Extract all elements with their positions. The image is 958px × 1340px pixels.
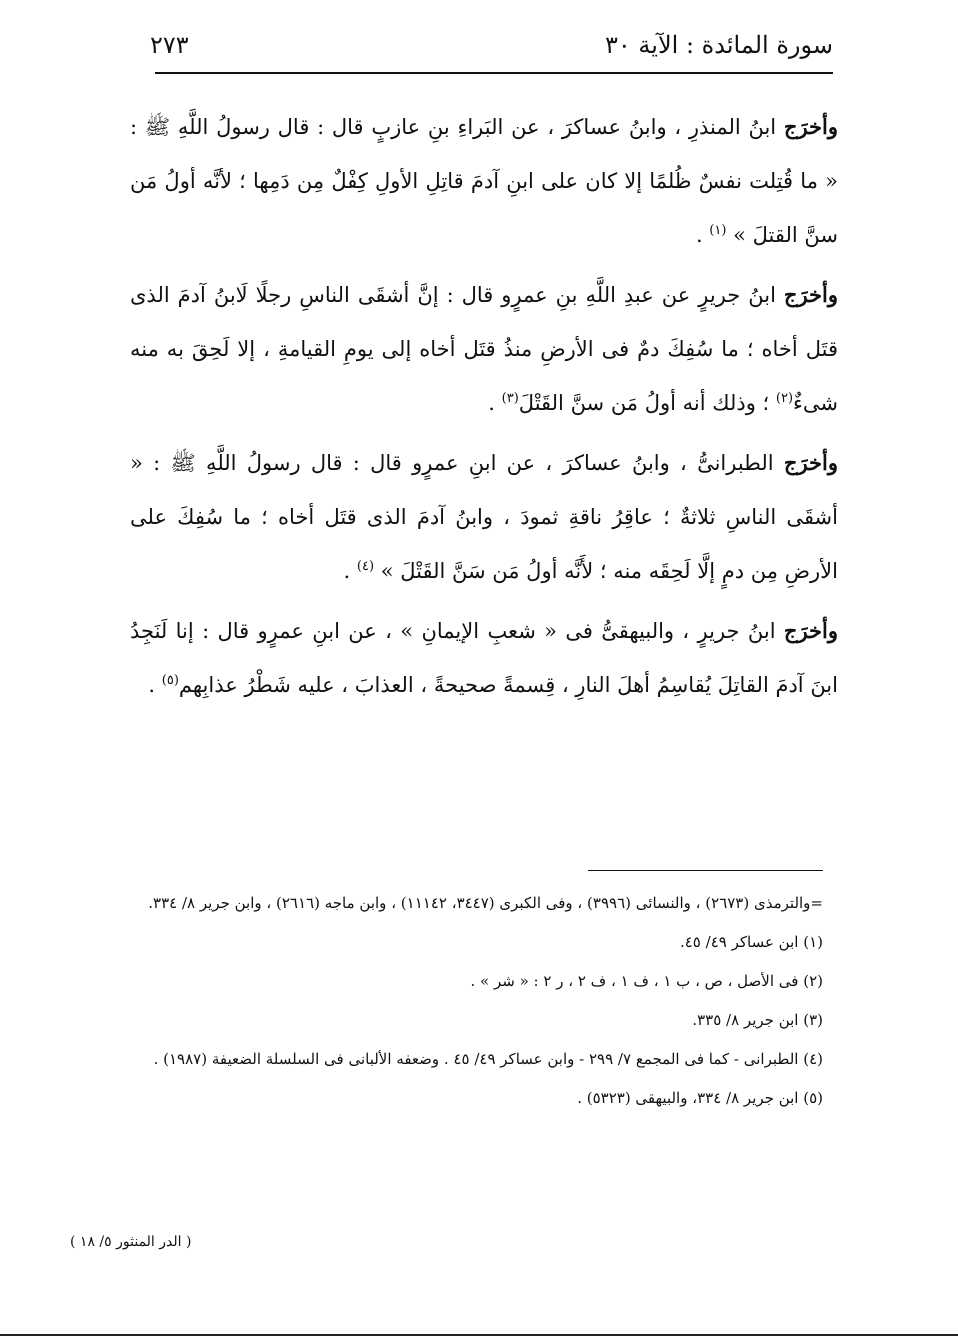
page-number: ٢٧٣ [150, 31, 189, 59]
paragraph-end: . [695, 223, 710, 247]
header-rule [155, 72, 833, 74]
paragraph-text: الطبرانىُّ ، وابنُ عساكرَ ، عن ابنِ عمرٍو قال : قال رسولُ اللَّهِ ﷺ : « أشقَى الناسِ ثلاثةٌ ؛ عاقِرُ ناقةِ ثمودَ ، وابنُ آدمَ الذى قتَل أخاه ؛ ما سُفِكَ على الأرضِ مِن دمٍ إلَّا لَحِقَه منه ؛ لأَنَّه أولُ مَن سَنَّ القَتْلَ » [130, 451, 838, 583]
paragraph-end: . [343, 559, 357, 583]
paragraph-end: . [488, 391, 502, 415]
paragraph-lead: وأخرَج [783, 450, 838, 475]
footnote-ref: (٥) [161, 673, 179, 688]
footnote-ref: (٤) [356, 559, 375, 574]
footnote: =والترمذى (٢٦٧٣) ، والنسائى (٣٩٩٦) ، وفى الكبرى (٣٤٤٧، ١١١٤٢) ، وابن ماجه (٢٦١٦) ، وابن جرير ٨/ ٣٣٤. [148, 894, 823, 912]
main-text [130, 100, 838, 718]
footnote-ref: (١) [709, 223, 727, 238]
footnote: (٥) ابن جرير ٨/ ٣٣٤، والبيهقى (٥٣٢٣) . [577, 1089, 823, 1107]
footnote: (١) ابن عساكر ٤٩/ ٤٥. [679, 933, 823, 951]
page-header [150, 22, 833, 68]
paragraph-text: ابنُ جريرٍ ، والبيهقىُّ فى « شعبِ الإيمانِ » ، عن ابنِ عمرٍو قال : إنا لَنَجِدُ ابنَ آدمَ القاتِلَ يُقاسِمُ أهلَ النارِ ، قِسمةً صحيحةً ، العذابَ ، عليه شَطْرُ عذابِهم [130, 619, 838, 697]
paragraph-4 [130, 604, 838, 712]
footnote-separator [588, 870, 823, 871]
footnote: (٤) الطبرانى - كما فى المجمع ٧/ ٢٩٩ - وابن عساكر ٤٩/ ٤٥ . وضعفه الألبانى فى السلسلة الضعيفة (١٩٨٧) . [153, 1050, 823, 1068]
running-title: سورة المائدة : الآية ٣٠ [605, 31, 833, 59]
paragraph-3 [130, 436, 838, 598]
paragraph-lead: وأخرَج [783, 114, 838, 139]
paragraph-lead: وأخرَج [783, 618, 838, 643]
paragraph-end: . [148, 673, 162, 697]
paragraph-text-continued: ؛ وذلك أنه أولُ مَن سنَّ القَتْلَ [518, 391, 776, 415]
footnote: (٣) ابن جرير ٨/ ٣٣٥. [692, 1011, 823, 1029]
paragraph-text: ابنُ المنذرِ ، وابنُ عساكرَ ، عن البَراءِ بنِ عازبٍ قال : قال رسولُ اللَّهِ ﷺ : « ما قُتِلت نفسٌ ظُلمًا إلا كان على ابنِ آدمَ قاتِلِ الأولِ كِفْلٌ مِن دَمِها ؛ لأنَّه أولُ مَن سنَّ القتلَ » [130, 115, 838, 247]
footnote-ref: (٢) [775, 391, 794, 406]
volume-reference: ( الدر المنثور ٥/ ١٨ ) [70, 1234, 192, 1250]
paragraph-2 [130, 268, 838, 430]
paragraph-1 [130, 100, 838, 262]
footnotes [130, 884, 823, 1118]
scan-edge [0, 1334, 958, 1336]
footnote-ref: (٣) [501, 391, 519, 406]
paragraph-lead: وأخرَج [783, 282, 838, 307]
paragraph-text: ابنُ جريرٍ عن عبدِ اللَّهِ بنِ عمرٍو قال : إنَّ أشقَى الناسِ رجلًا لَابنُ آدمَ الذى قتَل أخاه ؛ ما سُفِكَ دمٌ فى الأرضِ منذُ قتَل أخاه إلى يومِ القيامةِ ، إلا لَحِقَ به منه شىءٌ [130, 283, 838, 415]
footnote: (٢) فى الأصل ، ص ، ب ١ ، ف ١ ، ف ٢ ، ر ٢ : « شر » . [470, 972, 823, 990]
